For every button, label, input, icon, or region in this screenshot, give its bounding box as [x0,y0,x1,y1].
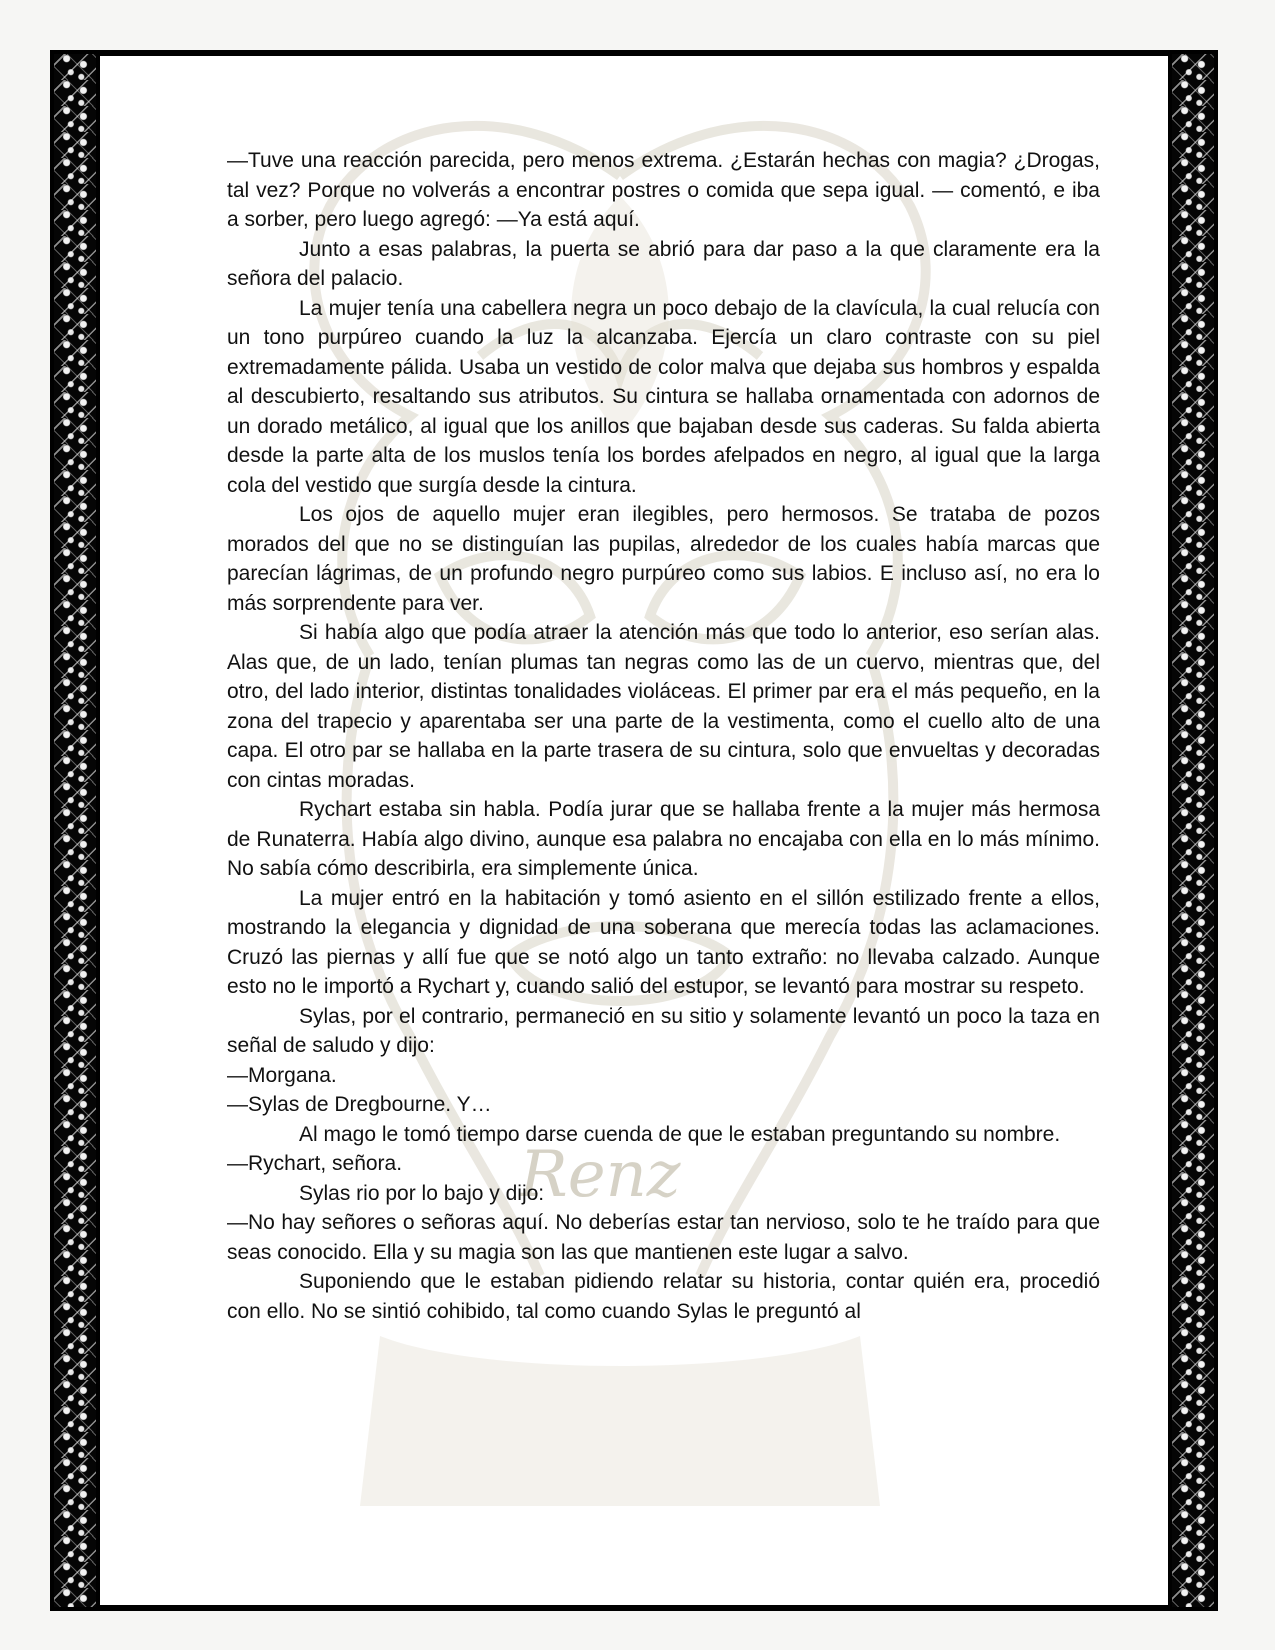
dialogue-line: —Rychart, señora. [227,1152,403,1175]
paragraph: Los ojos de aquello mujer eran ilegibles, pero hermosos. Se trataba de pozos morados del que no se distinguían las pupilas, alrededor de los cuales había marcas que parecían lágrimas, de un profundo negro purpúreo como sus labios. E incluso así, no era lo más sorprendente para ver. [227,503,1100,615]
paragraph: Al mago le tomó tiempo darse cuenda de que le estaban preguntando su nombre. [299,1122,1061,1146]
paragraph: —Tuve una reacción parecida, pero menos extrema. ¿Estarán hechas con magia? ¿Drogas, tal vez? Porque no volverás a encontrar postres o comida que sepa igual. — comentó, e iba a sorber, pero luego agregó: —Ya está aquí. [227,149,1100,231]
dialogue-line: —Morgana. [227,1063,337,1087]
body-text [227,146,1100,1326]
watermark-signature: Renz [519,1138,681,1212]
ornamental-frame [50,50,1218,1611]
ornamental-border-left [54,54,96,1607]
paragraph: Rychart estaba sin habla. Podía jurar que se hallaba frente a la mujer más hermosa de Runaterra. Había algo divino, aunque esa palabra no encajaba con ella en lo más mínimo. No sabía cómo describirla, era simplemente única. [227,798,1100,880]
paragraph: Suponiendo que le estaban pidiendo relatar su historia, contar quién era, procedió con ello. No se sintió cohibido, tal como cuando Sylas le preguntó al [227,1270,1100,1323]
paragraph: Junto a esas palabras, la puerta se abrió para dar paso a la que claramente era la señora del palacio. [227,237,1100,290]
dialogue-line: —No hay señores o señoras aquí. No deberías estar tan nervioso, solo te he traído para que seas conocido. Ella y su magia son las que mantienen este lugar a salvo. [227,1211,1100,1264]
dialogue-line: —Sylas de Dregbourne. Y… [227,1093,492,1116]
paragraph: Sylas rio por lo bajo y dijo: [299,1181,545,1205]
paragraph: Sylas, por el contrario, permaneció en su sitio y solamente levantó un poco la taza en señal de saludo y dijo: [227,1004,1100,1057]
page-sheet [100,56,1168,1605]
paragraph: La mujer tenía una cabellera negra un poco debajo de la clavícula, la cual relucía con un tono purpúreo cuando la luz la alcanzaba. Ejercía un claro contraste con su piel extremadamente pálida. Usaba un vestido de color malva que dejaba sus hombros y espalda al descubierto, resaltando sus atributos. Su cintura se hallaba ornamentada con adornos de un dorado metálico, al igual que los anillos que bajaban desde sus caderas. Su falda abierta desde la parte alta de los muslos tenía los bordes afelpados en negro, al igual que la larga cola del vestido que surgía desde la cintura. [227,296,1100,497]
paragraph: Si había algo que podía atraer la atención más que todo lo anterior, eso serían alas. Alas que, de un lado, tenían plumas tan negras como las de un cuervo, mientras que, del otro, del lado interior, distintas tonalidades violáceas. El primer par era el más pequeño, en la zona del trapecio y aparentaba ser una parte de la vestimenta, como el cuello alto de una capa. El otro par se hallaba en la parte trasera de su cintura, solo que envueltas y decoradas con cintas moradas. [227,621,1100,792]
paragraph: La mujer entró en la habitación y tomó asiento en el sillón estilizado frente a ellos, mostrando la elegancia y dignidad de una soberana que merecía todas las aclamaciones. Cruzó las piernas y allí fue que se notó algo un tanto extraño: no llevaba calzado. Aunque esto no le importó a Rychart y, cuando salió del estupor, se levantó para mostrar su respeto. [227,886,1100,998]
ornamental-border-right [1172,54,1214,1607]
